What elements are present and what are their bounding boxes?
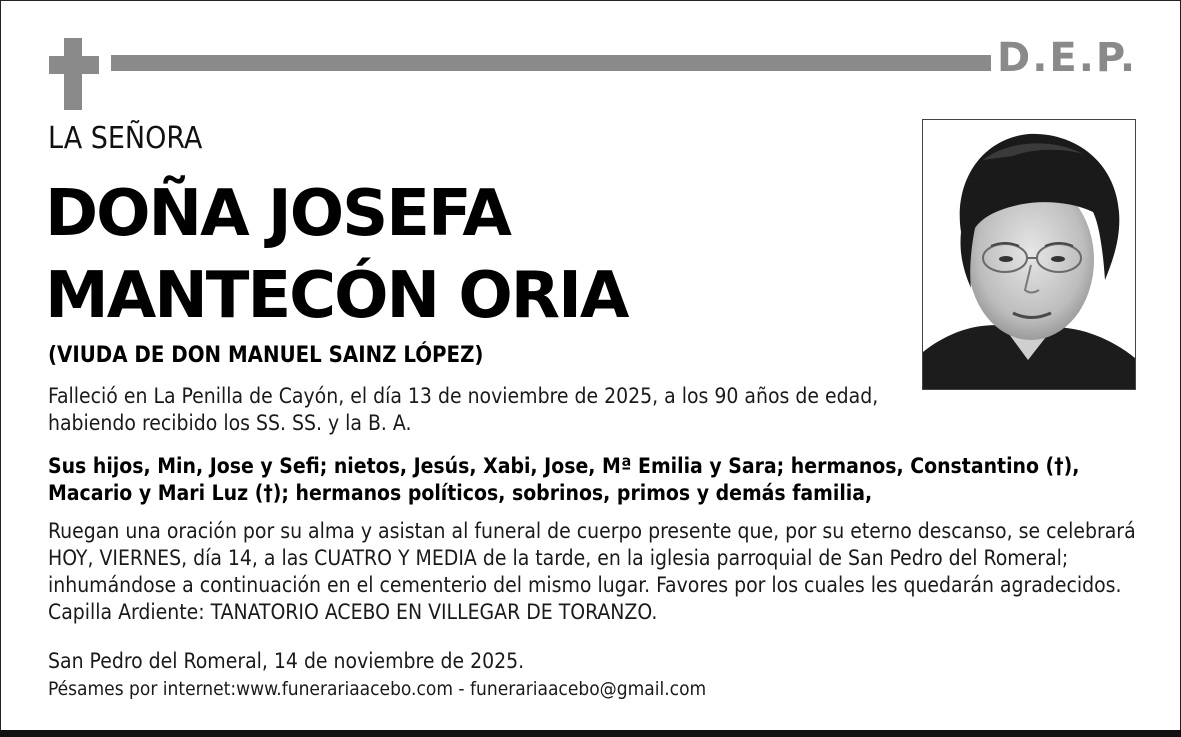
widow-of: (VIUDA DE DON MANUEL SAINZ LÓPEZ) — [48, 343, 484, 368]
prayer-text: Ruegan una oración por su alma y asistan al funeral de cuerpo presente que, por su eterno descanso, se celebrará HOY, VIERNES, día 14, a las CUATRO Y MEDIA de la tarde, en la iglesia parroquial de San Pedro del Romeral; inhumándose a continuación en el cementerio del mismo lugar. Favores por los cuales les quedarán agradecidos. Capilla Ardiente: TANATORIO ACEBO EN VILLEGAR DE TORANZO. — [48, 519, 1136, 624]
deceased-name-line1: DOÑA JOSEFA — [45, 177, 510, 251]
deceased-name — [45, 173, 627, 337]
dep-label: D.E.P. — [997, 35, 1138, 81]
portrait-photo — [922, 119, 1136, 390]
cross-icon — [49, 38, 99, 110]
header-rule — [111, 55, 991, 71]
deceased-prefix: LA SEÑORA — [48, 121, 203, 156]
death-text: Falleció en La Penilla de Cayón, el día 13 de noviembre de 2025, a los 90 años de edad, habiendo recibido los SS. SS. y la B. A. — [48, 384, 879, 435]
condolences-line: Pésames por internet:www.funerariaacebo.com - funerariaacebo@gmail.com — [48, 678, 707, 700]
portrait-illustration — [923, 120, 1135, 389]
place-date: San Pedro del Romeral, 14 de noviembre de 2025. — [48, 649, 525, 673]
family-text: Sus hijos, Min, Jose y Sefi; nietos, Jesús, Xabi, Jose, Mª Emilia y Sara; hermanos, Constantino (†), Macario y Mari Luz (†); hermanos políticos, sobrinos, primos y demás familia, — [48, 454, 1080, 505]
bottom-border-bar — [0, 730, 1181, 737]
deceased-name-line2: MANTECÓN ORIA — [45, 259, 628, 333]
